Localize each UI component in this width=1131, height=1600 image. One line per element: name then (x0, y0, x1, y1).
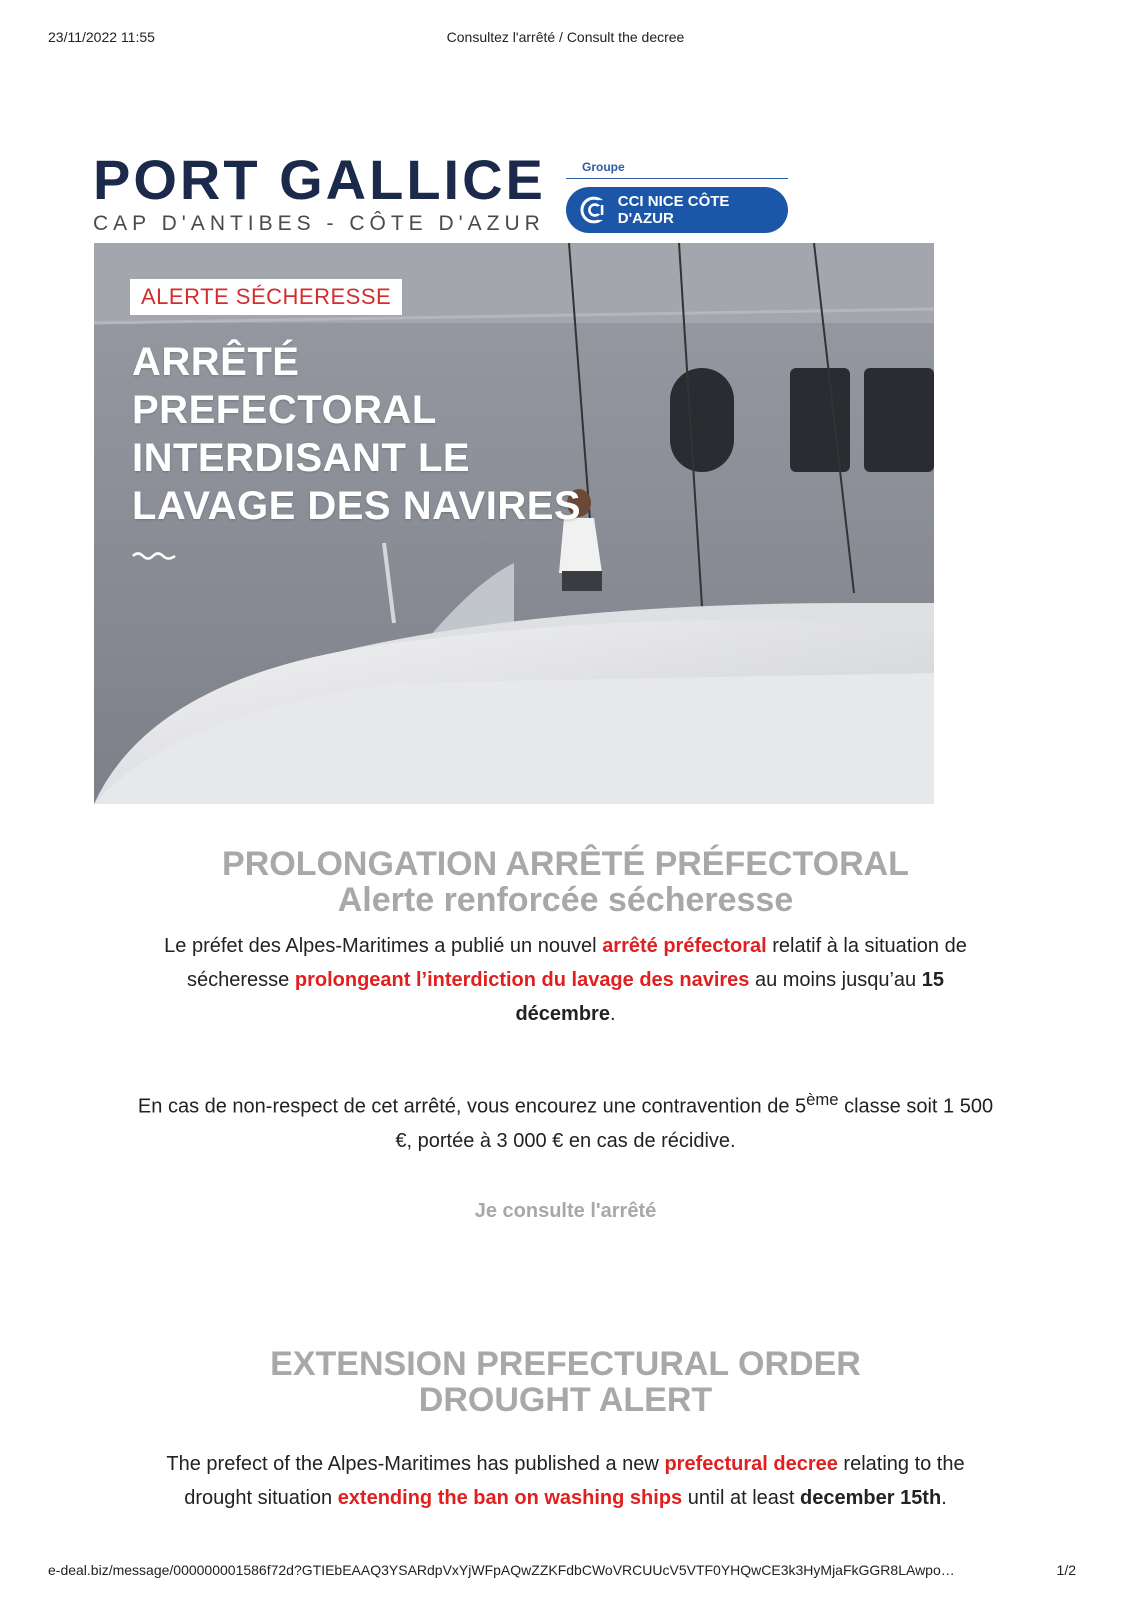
consult-decree-button[interactable]: Je consulte l'arrêté (474, 1200, 657, 1222)
hero-headline-line: PREFECTORAL (132, 388, 437, 432)
text: Le préfet des Alpes-Maritimes a publié un nouvel (164, 935, 603, 957)
fr-ban-highlight: prolongeant l’interdiction du lavage des navires (294, 969, 750, 991)
port-name: PORT GALLICE (93, 148, 546, 211)
text: classe soit 1 500 €, portée à 3 000 € en cas de récidive. (395, 1095, 994, 1152)
en-paragraph-1 (136, 1447, 996, 1515)
text: . (941, 1487, 947, 1509)
text: The prefect of the Alpes-Maritimes has published a new (166, 1453, 665, 1475)
text: relatif à la situation de sécheresse (187, 935, 967, 991)
hero-headline-line: LAVAGE DES NAVIRES (132, 484, 582, 528)
hero-banner (94, 243, 934, 804)
fr-title-line2: Alerte renforcée sécheresse (337, 881, 794, 919)
fr-decree-link[interactable]: arrêté préfectoral (602, 935, 767, 957)
superscript: ème (806, 1090, 839, 1109)
fr-cta-wrap (0, 1200, 1131, 1223)
print-page-number: 1/2 (1056, 1562, 1076, 1578)
fr-title (0, 846, 1131, 918)
print-title: Consultez l'arrêté / Consult the decree (446, 29, 685, 45)
group-divider (566, 178, 788, 179)
print-url: e-deal.biz/message/000000001586f72d?GTIEbEAAQ3YSARdpVxYjWFpAQwZZKFdbCWoVRCUUcV5VTF0YHQwCE3k3HyMjaFkGGR8LAwpo… (48, 1562, 955, 1578)
hero-headline (132, 338, 581, 530)
en-date: december 15th (800, 1487, 942, 1509)
text: relating to the drought situation (184, 1453, 965, 1509)
en-title-line2: DROUGHT ALERT (418, 1381, 713, 1419)
port-tagline: CAP D'ANTIBES - CÔTE D'AZUR (93, 212, 545, 235)
text: until at least (682, 1487, 801, 1509)
fr-title-line1: PROLONGATION ARRÊTÉ PRÉFECTORAL (222, 845, 909, 883)
cci-name: CCI NICE CÔTE D'AZUR (617, 193, 730, 227)
fr-paragraph-1 (151, 929, 981, 1031)
hero-headline-line: ARRÊTÉ (132, 340, 300, 384)
text: En cas de non-respect de cet arrêté, vous encourez une contravention de 5 (137, 1095, 807, 1118)
fr-paragraph-1-wrap (0, 929, 1131, 1031)
group-label: Groupe (582, 160, 625, 174)
en-title (0, 1346, 1131, 1418)
cci-badge (566, 187, 788, 233)
en-ban-highlight: extending the ban on washing ships (337, 1487, 683, 1509)
text: au moins jusqu’au (749, 969, 922, 991)
print-datetime: 23/11/2022 11:55 (48, 29, 155, 45)
port-gallice-logo (93, 150, 546, 236)
fr-paragraph-2 (136, 1083, 996, 1158)
en-paragraph-1-wrap (0, 1447, 1131, 1515)
en-section (0, 1346, 1131, 1418)
alert-badge: ALERTE SÉCHERESSE (130, 279, 402, 315)
en-decree-link[interactable]: prefectural decree (664, 1453, 838, 1475)
en-title-line1: EXTENSION PREFECTURAL ORDER (270, 1345, 861, 1383)
wave-icon (132, 550, 176, 560)
cci-icon (580, 196, 608, 224)
hero-headline-line: INTERDISANT LE (132, 436, 471, 480)
text: . (609, 1003, 616, 1025)
fr-section (0, 846, 1131, 918)
fr-paragraph-2-wrap (0, 1083, 1131, 1158)
cci-logo (566, 160, 788, 233)
fr-date: 15 décembre (515, 969, 944, 1025)
